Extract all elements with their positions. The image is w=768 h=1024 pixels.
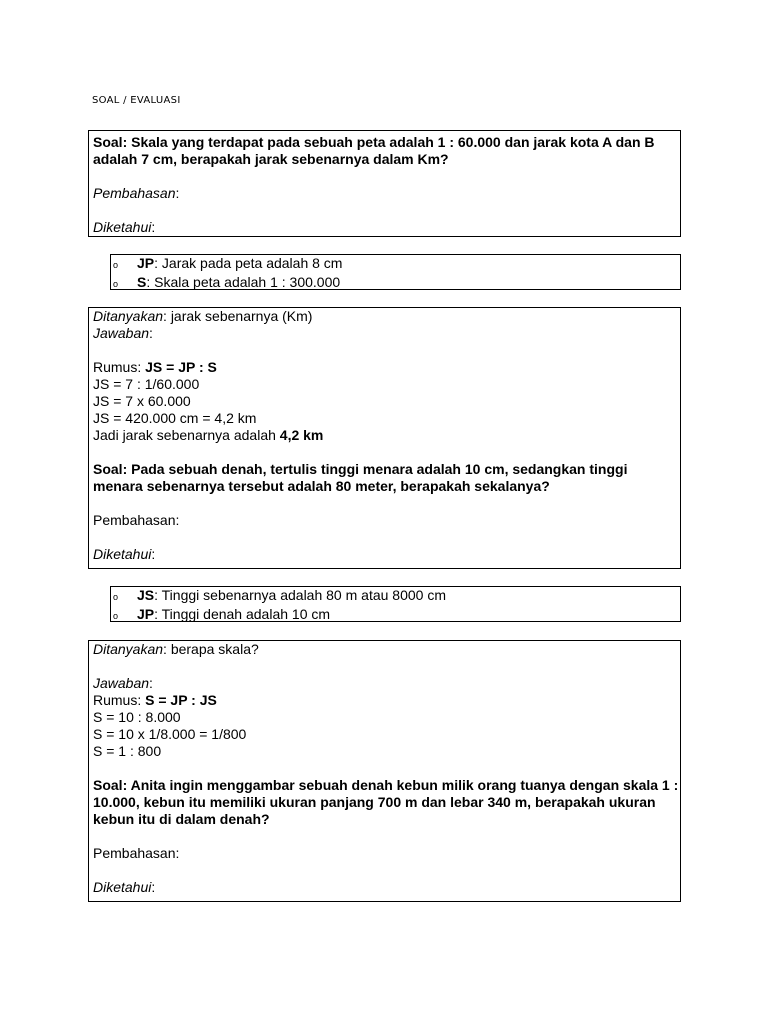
- bullet-icon: o: [113, 611, 119, 621]
- question-3-text: Soal: Anita ingin menggambar sebuah denah kebun milik orang tuanya dengan skala 1 : 10.000, kebun itu memiliki ukuran panjang 700 m dan lebar 340 m, berapakah ukuran kebun itu di dalam denah?: [93, 777, 679, 827]
- step-line: S = 10 : 8.000: [93, 709, 181, 725]
- question-1-text: Soal: Skala yang terdapat pada sebuah peta adalah 1 : 60.000 dan jarak kota A dan B adalah 7 cm, berapakah jarak sebenarnya dalam Km?: [93, 134, 655, 167]
- bullet-icon: o: [113, 592, 119, 602]
- list-item: o JP: Tinggi denah adalah 10 cm: [113, 606, 680, 625]
- bullet-icon: o: [113, 260, 119, 270]
- conclusion-value: 4,2 km: [279, 427, 324, 443]
- step-line: JS = 7 x 60.000: [93, 393, 191, 409]
- bullet-icon: o: [113, 279, 119, 289]
- answer-box-2: Ditanyakan: berapa skala? Jawaban: Rumus: S = JP : JS S = 10 : 8.000 S = 10 x 1/8.000 = 1/800 S = 1 : 800 Soal: Anita ingin menggambar sebuah denah kebun milik orang tuanya dengan skala 1 : 10.000, kebun itu memiliki ukuran panjang 700 m dan lebar 340 m, berapakah ukuran kebun itu di dalam denah? Pembahasan: Diketahui:: [88, 640, 681, 902]
- known-label: Diketahui: [93, 219, 152, 235]
- formula: S = JP : JS: [145, 692, 217, 708]
- answer-box-1: Ditanyakan: jarak sebenarnya (Km) Jawaban: Rumus: JS = JP : S JS = 7 : 1/60.000 JS = 7 x 60.000 JS = 420.000 cm = 4,2 km Jadi jarak sebenarnya adalah 4,2 km Soal: Pada sebuah denah, tertulis tinggi menara adalah 10 cm, sedangkan tinggi menara sebenarnya tersebut adalah 80 meter, berapakah sekalanya? Pembahasan: Diketahui:: [88, 307, 681, 569]
- question-box-1: Soal: Skala yang terdapat pada sebuah peta adalah 1 : 60.000 dan jarak kota A dan B adalah 7 cm, berapakah jarak sebenarnya dalam Km? Pembahasan: Diketahui:: [88, 130, 681, 237]
- step-line: JS = 420.000 cm = 4,2 km: [93, 410, 257, 426]
- answer-label: Jawaban: [93, 675, 150, 691]
- list-item: o S: Skala peta adalah 1 : 300.000: [113, 274, 680, 293]
- step-line: S = 10 x 1/8.000 = 1/800: [93, 726, 247, 742]
- known-label: Diketahui: [93, 546, 152, 562]
- known-list-box-1: [110, 254, 681, 290]
- list-item: o JP: Jarak pada peta adalah 8 cm: [113, 255, 680, 274]
- list-item: o JS: Tinggi sebenarnya adalah 80 m atau 8000 cm: [113, 587, 680, 606]
- question-2-text: Soal: Pada sebuah denah, tertulis tinggi menara adalah 10 cm, sedangkan tinggi menara sebenarnya tersebut adalah 80 meter, berapakah sekalanya?: [93, 461, 628, 494]
- formula: JS = JP : S: [145, 359, 217, 375]
- answer-label: Jawaban: [93, 325, 150, 341]
- known-list-box-2: [110, 586, 681, 622]
- step-line: S = 1 : 800: [93, 743, 162, 759]
- discussion-label: Pembahasan: [93, 185, 176, 201]
- page-title: SOAL / EVALUASI: [92, 95, 181, 106]
- known-label: Diketahui: [93, 879, 152, 895]
- discussion-label: Pembahasan:: [93, 845, 180, 861]
- asked-label: Ditanyakan: [93, 308, 164, 324]
- discussion-label: Pembahasan:: [93, 512, 180, 528]
- step-line: JS = 7 : 1/60.000: [93, 376, 200, 392]
- asked-label: Ditanyakan: [93, 641, 164, 657]
